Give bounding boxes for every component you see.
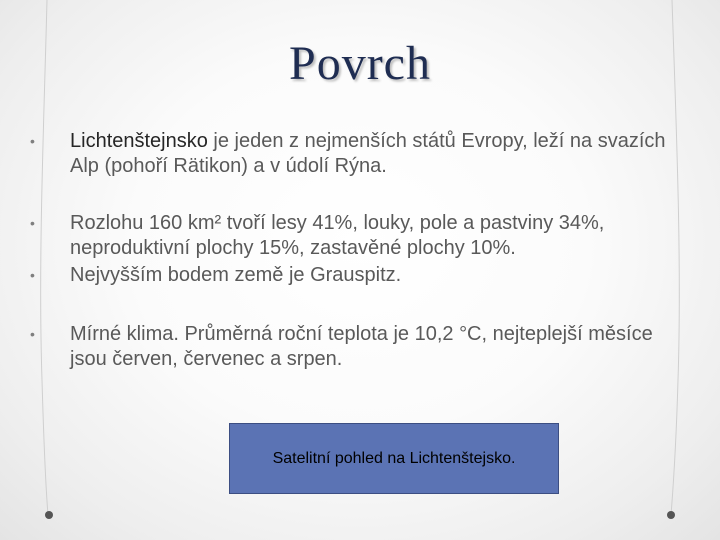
decorative-dot-icon <box>45 511 53 519</box>
bullet-dot: • <box>30 133 35 149</box>
bullet-body: Mírné klima. Průměrná roční teplota je 10,2 °C, nejteplejší měsíce jsou červen, červenec a srpen. <box>70 323 653 370</box>
bullet-dot: • <box>30 326 35 342</box>
bullet-item-2 <box>30 211 680 261</box>
bullet-dot: • <box>30 215 35 231</box>
decorative-dot-icon <box>667 511 675 519</box>
bullet-text <box>70 129 680 179</box>
bullet-item-1 <box>30 129 680 179</box>
image-caption-box <box>229 423 559 494</box>
bullet-lead: Lichtenštejnsko <box>70 130 208 152</box>
bullet-item-3 <box>30 263 680 288</box>
image-caption: Satelitní pohled na Lichtenštejsko. <box>272 449 516 467</box>
bullet-dot: • <box>30 267 35 283</box>
bullet-body: je jeden z nejmenších států Evropy, leží na svazích Alp (pohoří Rätikon) a v údolí Rýna. <box>70 130 666 177</box>
bullet-text <box>70 211 680 261</box>
bullet-body: Rozlohu 160 km² tvoří lesy 41%, louky, pole a pastviny 34%, neproduktivní plochy 15%, zastavěné plochy 10%. <box>70 212 605 259</box>
bullet-text <box>70 263 680 288</box>
bullet-text <box>70 322 680 372</box>
bullet-item-4 <box>30 322 680 372</box>
bullet-body: Nejvyšším bodem země je Grauspitz. <box>70 264 402 286</box>
slide-title: Povrch <box>289 37 431 90</box>
